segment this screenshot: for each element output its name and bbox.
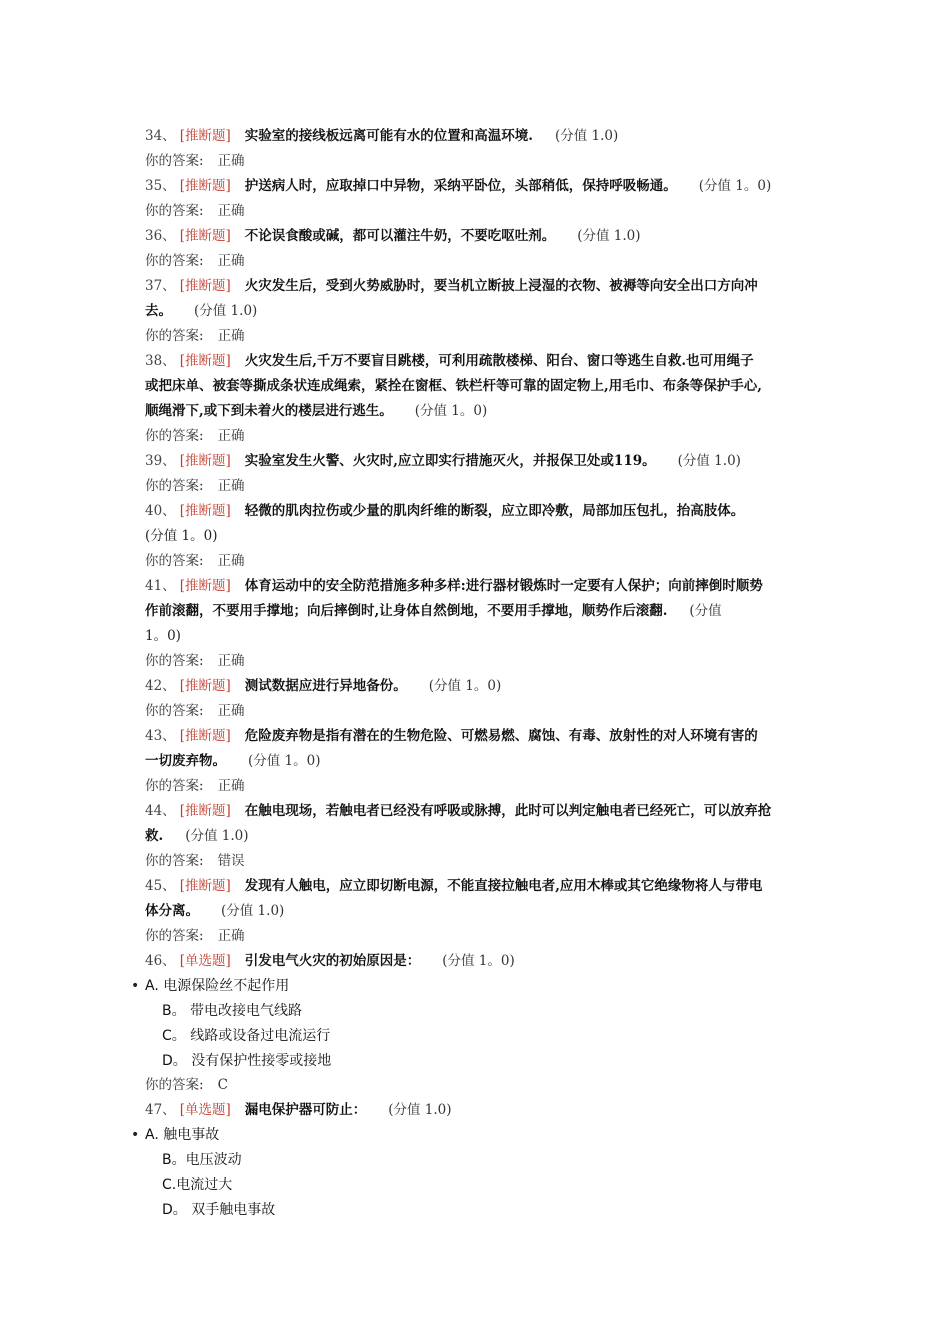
option-a[interactable]: A. 电源保险丝不起作用 [145, 978, 290, 994]
question-36: 36、 [推断题] 不论误食酸或碱，都可以灌注牛奶，不要吃呕吐剂。 (分值 1.0) [145, 228, 641, 244]
question-45-cont: 体分离。 (分值 1.0) [145, 903, 285, 919]
answer-34: 你的答案: 正确 [145, 153, 245, 169]
option-d[interactable]: D。 没有保护性接零或接地 [162, 1053, 332, 1069]
option-c[interactable]: C。 线路或设备过电流运行 [162, 1028, 331, 1044]
question-37: 37、 [推断题] 火灾发生后，受到火势威胁时，要当机立断披上浸湿的衣物、被褥等向安全出口方向冲 [145, 278, 758, 294]
answer-39: 你的答案: 正确 [145, 478, 245, 494]
option-d[interactable]: D。 双手触电事故 [162, 1202, 276, 1218]
answer-46: 你的答案: C [145, 1077, 228, 1093]
question-40-cont: (分值 1。0) [145, 528, 218, 544]
question-45: 45、 [推断题] 发现有人触电，应立即切断电源，不能直接拉触电者,应用木棒或其它绝缘物将人与带电 [145, 878, 763, 894]
question-46: 46、 [单选题] 引发电气火灾的初始原因是： (分值 1。0) [145, 953, 515, 969]
question-35: 35、 [推断题] 护送病人时，应取掉口中异物，采纳平卧位，头部稍低，保持呼吸畅通。 (分值 1。0) [145, 178, 772, 194]
question-39: 39、 [推断题] 实验室发生火警、火灾时,应立即实行措施灭火，并报保卫处或119。 (分值 1.0) [145, 453, 741, 469]
option-b[interactable]: B。 带电改接电气线路 [162, 1003, 303, 1019]
question-44: 44、 [推断题] 在触电现场，若触电者已经没有呼吸或脉搏，此时可以判定触电者已经死亡，可以放弃抢 [145, 803, 772, 819]
question-37-cont: 去。 (分值 1.0) [145, 303, 258, 319]
answer-36: 你的答案: 正确 [145, 253, 245, 269]
option-a[interactable]: A. 触电事故 [145, 1127, 220, 1143]
question-44-cont: 救. (分值 1.0) [145, 828, 249, 844]
answer-43: 你的答案: 正确 [145, 778, 245, 794]
option-c[interactable]: C.电流过大 [162, 1177, 233, 1193]
question-41: 41、 [推断题] 体育运动中的安全防范措施多种多样:进行器材锻炼时一定要有人保护；向前摔倒时顺势 [145, 578, 763, 594]
answer-44: 你的答案: 错误 [145, 853, 245, 869]
bullet-icon: • [131, 978, 140, 994]
question-42: 42、 [推断题] 测试数据应进行异地备份。 (分值 1。0) [145, 678, 502, 694]
option-b[interactable]: B。电压波动 [162, 1152, 242, 1168]
question-43-cont: 一切废弃物。 (分值 1。0) [145, 753, 321, 769]
question-40: 40、 [推断题] 轻微的肌肉拉伤或少量的肌肉纤维的断裂，应立即冷敷，局部加压包扎，抬高肢体。 [145, 503, 745, 519]
question-34: 34、 [推断题] 实验室的接线板远离可能有水的位置和高温环境. (分值 1.0) [145, 128, 619, 144]
question-type-tag: [推断题] [179, 128, 231, 144]
answer-45: 你的答案: 正确 [145, 928, 245, 944]
question-38-cont: 或把床单、被套等撕成条状连成绳索，紧拴在窗框、铁栏杆等可靠的固定物上,用毛巾、布条等保护手心, [145, 378, 762, 394]
answer-40: 你的答案: 正确 [145, 553, 245, 569]
answer-37: 你的答案: 正确 [145, 328, 245, 344]
bullet-icon: • [131, 1127, 140, 1143]
question-47: 47、 [单选题] 漏电保护器可防止： (分值 1.0) [145, 1102, 452, 1118]
question-41-cont2: 1。0) [145, 628, 181, 644]
answer-41: 你的答案: 正确 [145, 653, 245, 669]
question-43: 43、 [推断题] 危险废弃物是指有潜在的生物危险、可燃易燃、腐蚀、有毒、放射性的对人环境有害的 [145, 728, 758, 744]
question-41-cont: 作前滚翻，不要用手撑地；向后摔倒时,让身体自然倒地，不要用手撑地，顺势作后滚翻. (分值 [145, 603, 722, 619]
answer-42: 你的答案: 正确 [145, 703, 245, 719]
answer-38: 你的答案: 正确 [145, 428, 245, 444]
question-38-cont2: 顺绳滑下,或下到未着火的楼层进行逃生。 (分值 1。0) [145, 403, 488, 419]
question-38: 38、 [推断题] 火灾发生后,千万不要盲目跳楼，可利用疏散楼梯、阳台、窗口等逃生自救.也可用绳子 [145, 353, 754, 369]
answer-35: 你的答案: 正确 [145, 203, 245, 219]
